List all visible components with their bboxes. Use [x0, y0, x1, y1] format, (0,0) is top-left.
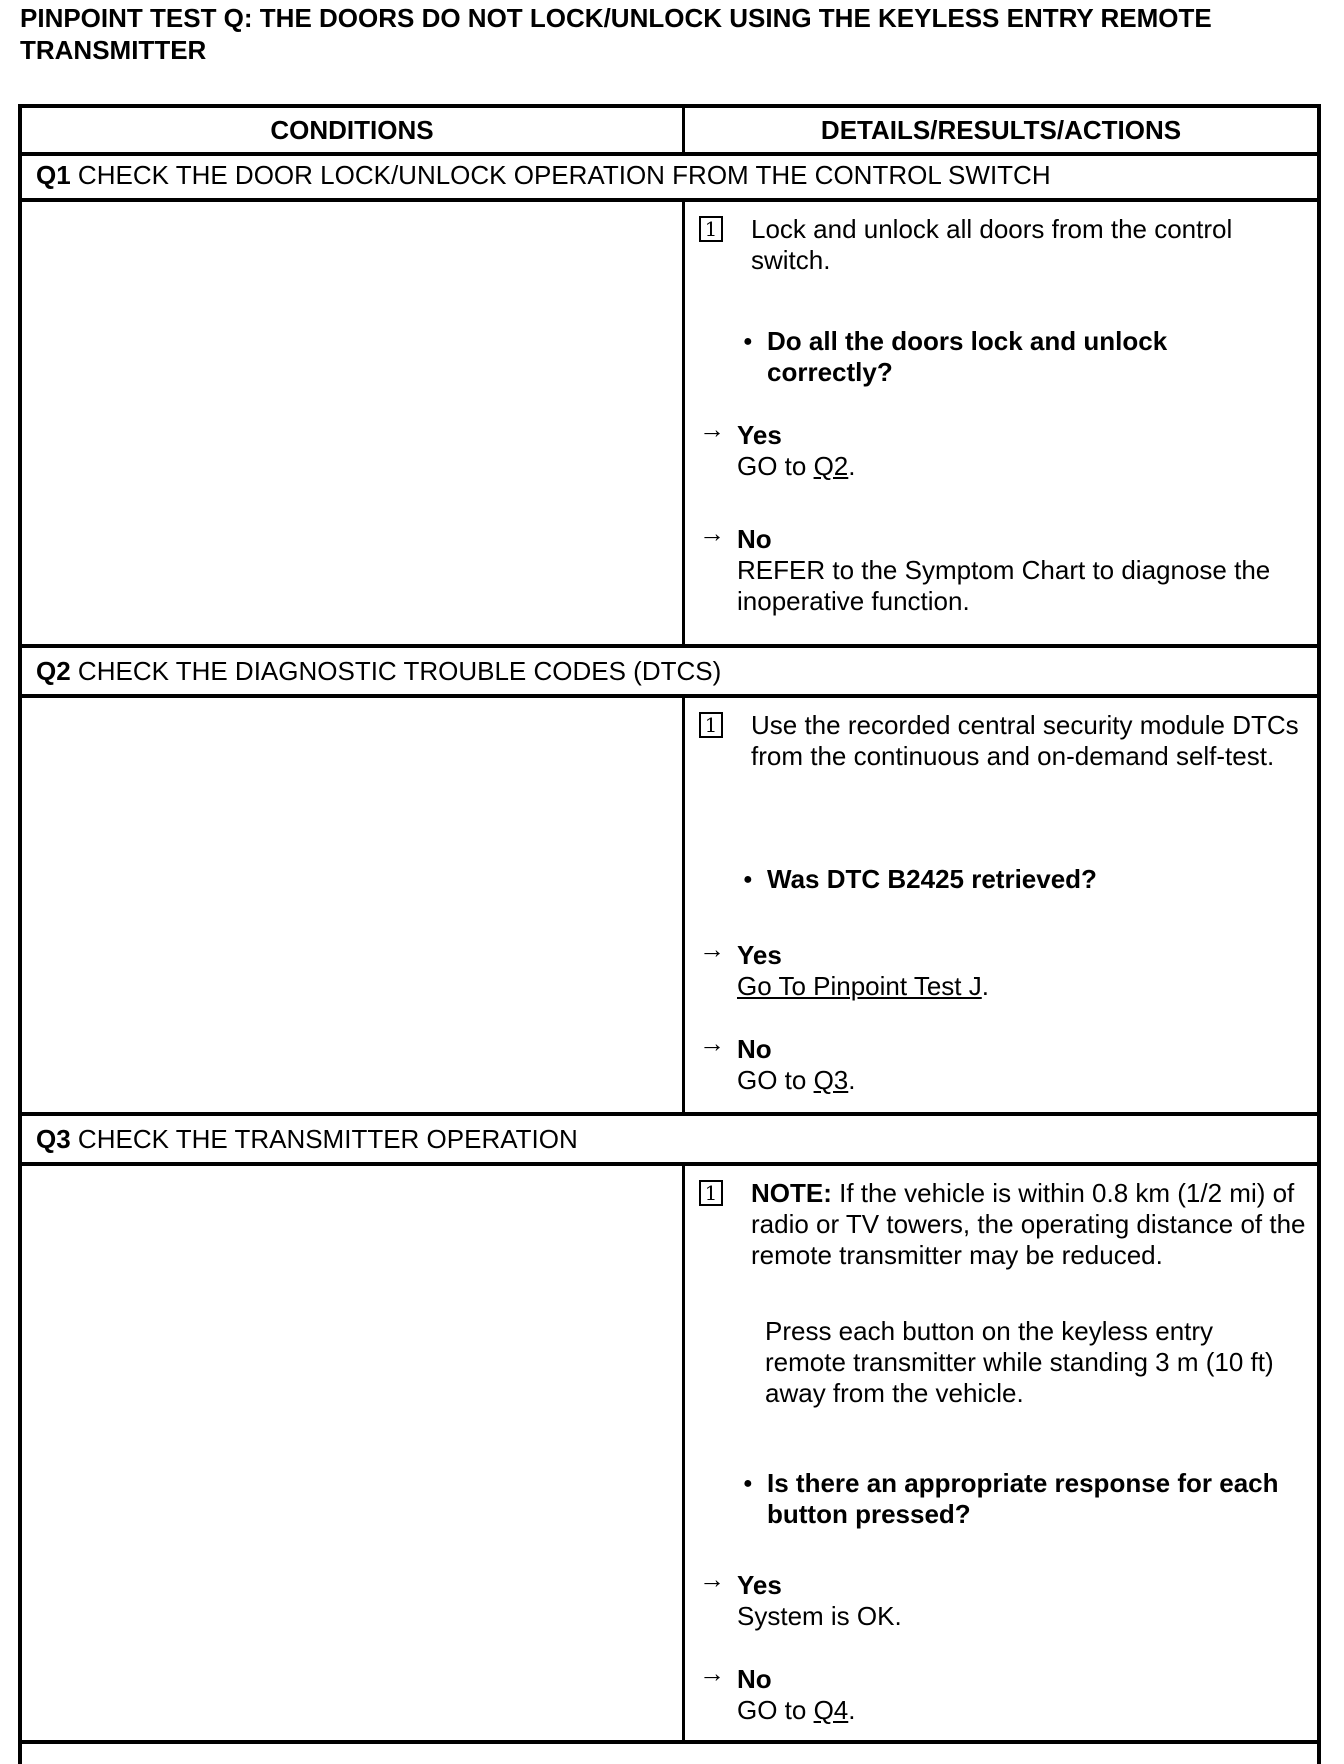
question-text: Is there an appropriate response for each button pressed?	[767, 1468, 1279, 1529]
go-to-pinpoint-test-j-link[interactable]: Go To Pinpoint Test J	[737, 971, 982, 1001]
go-to-q3-link[interactable]: Q3	[813, 1065, 849, 1095]
step-q2-body	[22, 698, 1317, 1116]
yes-action	[737, 971, 1317, 1002]
step-q1-id: Q1	[36, 160, 78, 190]
bullet-icon: ●	[743, 333, 753, 350]
go-to-q2-link[interactable]: Q2	[813, 451, 849, 481]
arrow-right-icon: →	[699, 934, 725, 964]
step-q3-title: CHECK THE TRANSMITTER OPERATION	[77, 1124, 578, 1154]
arrow-right-icon: →	[699, 1658, 725, 1688]
no-action: REFER to the Symptom Chart to diagnose the inoperative function.	[737, 555, 1271, 616]
note-text	[751, 1178, 1311, 1271]
table-header-row	[22, 108, 1317, 156]
yes-suffix: .	[848, 451, 856, 481]
step-q3-body	[22, 1166, 1317, 1744]
step-q3-details	[685, 1166, 1313, 1740]
page-title: PINPOINT TEST Q: THE DOORS DO NOT LOCK/UNLOCK USING THE KEYLESS ENTRY REMOTE TRANSMITTER	[20, 3, 1212, 65]
pinpoint-test-table	[18, 104, 1321, 1764]
no-label: No	[737, 1664, 772, 1694]
yes-prefix: GO to	[737, 451, 814, 481]
no-action	[737, 1065, 1317, 1096]
yes-action	[737, 451, 1317, 482]
note-body: If the vehicle is within 0.8 km (1/2 mi) of radio or TV towers, the operating distance of the remote transmitter may be reduced.	[751, 1178, 1306, 1270]
step-q2-details	[685, 698, 1313, 1112]
yes-label: Yes	[737, 940, 782, 970]
step-q2-instruction: Use the recorded central security module DTCs from the continuous and on-demand self-test.	[751, 710, 1299, 771]
step-number-box: 1	[699, 712, 723, 738]
no-prefix: GO to	[737, 1695, 814, 1725]
step-q1-title: CHECK THE DOOR LOCK/UNLOCK OPERATION FROM THE CONTROL SWITCH	[77, 160, 1051, 190]
step-q1-body	[22, 202, 1317, 648]
no-suffix: .	[848, 1065, 856, 1095]
arrow-right-icon: →	[699, 1028, 725, 1058]
arrow-right-icon: →	[699, 1564, 725, 1594]
step-q2-title: CHECK THE DIAGNOSTIC TROUBLE CODES (DTCS)	[77, 656, 722, 686]
bullet-icon: ●	[743, 1475, 753, 1492]
no-label: No	[737, 1034, 772, 1064]
header-details: DETAILS/RESULTS/ACTIONS	[820, 115, 1182, 145]
yes-label: Yes	[737, 1570, 782, 1600]
step-q2-heading	[22, 648, 1317, 698]
question-text: Do all the doors lock and unlock correctly?	[767, 326, 1168, 387]
step-q1-instruction: Lock and unlock all doors from the control switch.	[751, 214, 1233, 275]
step-q1-heading	[22, 152, 1317, 202]
step-q2-id: Q2	[36, 656, 78, 686]
arrow-right-icon: →	[699, 414, 725, 444]
header-conditions: CONDITIONS	[270, 115, 434, 145]
bullet-icon: ●	[743, 871, 753, 888]
arrow-right-icon: →	[699, 518, 725, 548]
yes-suffix: .	[981, 971, 989, 1001]
step-q3-instruction: Press each button on the keyless entry remote transmitter while standing 3 m (10 ft) away from the vehicle.	[765, 1316, 1274, 1408]
step-q3-id: Q3	[36, 1124, 78, 1154]
step-q1-details	[685, 202, 1313, 644]
no-prefix: GO to	[737, 1065, 814, 1095]
step-number-box: 1	[699, 216, 723, 242]
no-label: No	[737, 524, 772, 554]
step-q3-heading	[22, 1116, 1317, 1166]
yes-label: Yes	[737, 420, 782, 450]
yes-action: System is OK.	[737, 1601, 902, 1631]
question-text: Was DTC B2425 retrieved?	[767, 864, 1097, 894]
no-suffix: .	[848, 1695, 856, 1725]
note-label: NOTE:	[751, 1178, 832, 1208]
go-to-q4-link[interactable]: Q4	[813, 1695, 849, 1725]
step-number-box: 1	[699, 1180, 723, 1206]
no-action	[737, 1695, 1317, 1726]
